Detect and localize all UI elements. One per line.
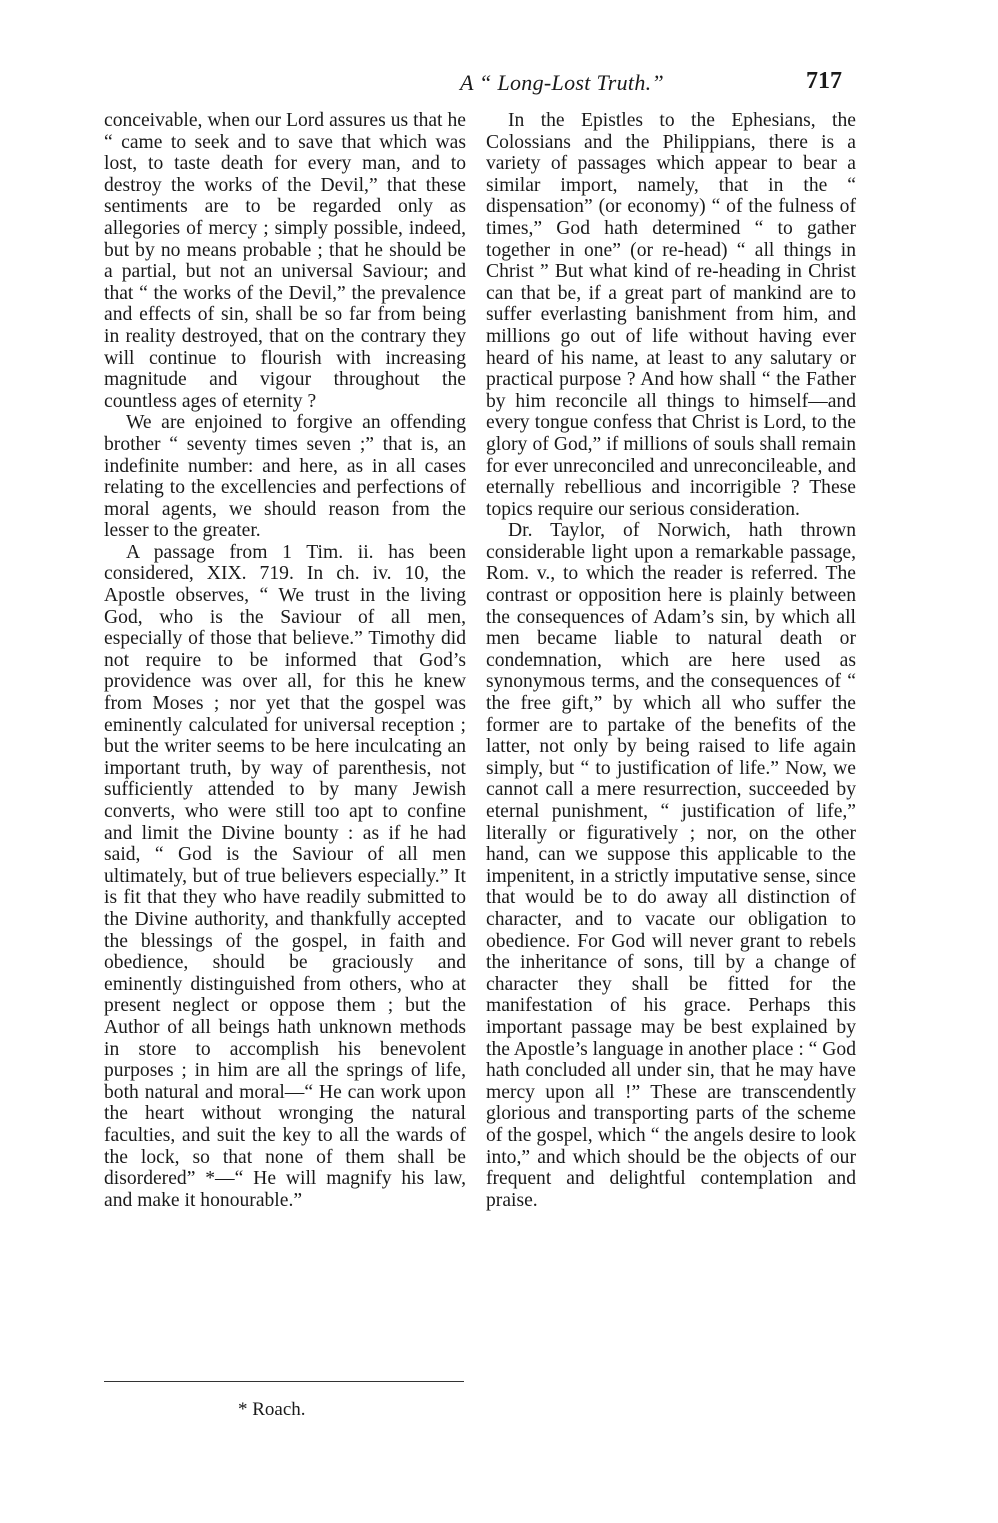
right-paragraph-1: In the Epistles to the Ephesians, the Colossians and the Philippians, there is a variety of passages which appear to bear a similar import, namely, that in the “ dispensation” (or economy) “ of the fulness of times,” God hath determined “ to gather together in one” (or re-head) “ all things in Christ ” But what kind of re-heading in Christ can that be, if a great part of mankind are to suffer everlasting banishment from him, and millions go out of life without having ever heard of his name, at least to any salutary or practical purpose ? And how shall “ the Father by him reconcile all things to himself—and every tongue confess that Christ is Lord, to the glory of God,” if millions of souls shall remain for ever unreconciled and unreconcileable, and eternally rebellious and incorrigible ? These topics require our serious consideration. xyxy=(486,110,856,520)
left-paragraph-2: We are enjoined to forgive an offending brother “ seventy times seven ;” that is, an indefinite number: and here, as in all cases relating to the excellencies and perfections of moral agents, we should reason from the lesser to the greater. xyxy=(104,412,466,542)
right-paragraph-2: Dr. Taylor, of Norwich, hath thrown considerable light upon a remarkable passage, Rom. v., to which the reader is referred. The contrast or opposition here is plainly between the consequences of Adam’s sin, by which all men became liable to natural death or condemnation, which are here used as synonymous terms, and the consequences of “ the free gift,” by which all who suffer the former are to partake of the benefits of the latter, not only by being raised to life again simply, but “ to justification of life.” Now, we cannot call a mere resurrection, succeeded by eternal punishment, “ justification of life,” literally or figuratively ; nor, on the other hand, can we suppose this applicable to the impenitent, in a strictly imputative sense, since that would be to do away all distinction of character, and to vacate our obligation to obedience. For God will never grant to rebels the inheritance of sons, till by a change of character they shall be fitted for the manifestation of his grace. Perhaps this important passage may be best explained by the Apostle’s language in another place : “ God hath concluded all under sin, that he may have mercy upon all !” These are transcendently glorious and transporting parts of the scheme of the gospel, which “ the angels desire to look into,” and which should be the objects of our frequent and delightful contemplation and praise. xyxy=(486,520,856,1211)
footnote: * Roach. xyxy=(238,1399,306,1420)
page-header xyxy=(0,62,998,102)
running-title: A “ Long-Lost Truth.” xyxy=(460,70,664,95)
left-paragraph-3: A passage from 1 Tim. ii. has been considered, XIX. 719. In ch. iv. 10, the Apostle observes, “ We trust in the living God, who is the Saviour of all men, especially of those that believe.” Timothy did not require to be informed that God’s providence was over all, for this he knew from Moses ; nor yet that the gospel was eminently calculated for universal reception ; but the writer seems to be here inculcating an important truth, by way of parenthesis, not sufficiently attended to by many Jewish converts, who were still too apt to confine and limit the Divine bounty : as if he had said, “ God is the Saviour of all men ultimately, but of true believers especially.” It is fit that they who have readily submitted to the Divine authority, and thankfully accepted the blessings of the gospel, in faith and obedience, should be graciously and eminently distinguished from others, who at present neglect or oppose them ; but the Author of all beings hath unknown methods in store to accomplish his benevolent purposes ; in him are all the springs of life, both natural and moral—“ He can work upon the heart without wronging the natural faculties, and suit the key to all the wards of the lock, so that none of them shall be disordered” *—“ He will magnify his law, and make it honourable.” xyxy=(104,541,466,1211)
right-column xyxy=(486,110,856,1211)
left-column xyxy=(104,110,466,1211)
left-paragraph-1: conceivable, when our Lord assures us that he “ came to seek and to save that which was lost, to taste death for every man, and to destroy the works of the Devil,” that these sentiments are to be regarded only as allegories of mercy ; simply possible, indeed, but by no means probable ; that he should be a partial, but not an universal Saviour; and that “ the works of the Devil,” the prevalence and effects of sin, shall be so far from being in reality destroyed, that on the contrary they will continue to flourish with increasing magnitude and vigour throughout the countless ages of eternity ? xyxy=(104,110,466,412)
page-number: 717 xyxy=(806,68,842,94)
footnote-divider xyxy=(104,1381,464,1382)
